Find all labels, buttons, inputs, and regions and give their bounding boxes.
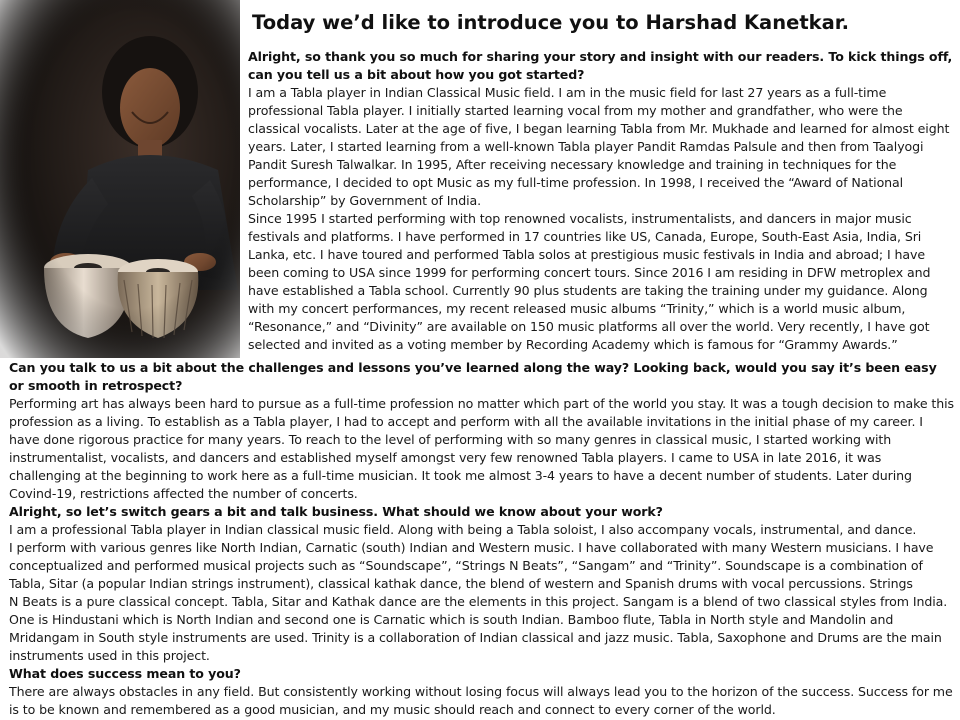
answer-business-para-1: I am a professional Tabla player in Indian classical music field. Along with being a Tabla soloist, I also accompany vocals, instrumental, and dance. [9, 522, 917, 537]
question-getting-started: Alright, so thank you so much for sharing your story and insight with our readers. To kick things off, can you tell us a bit about how you got started? [248, 49, 953, 82]
answer-business-para-2 [9, 539, 955, 665]
answer-getting-started-para-2: Since 1995 I started performing with top renowned vocalists, instrumentalists, and dancers in major music festivals and platforms. I have performed in 17 countries like US, Canada, Europe, South-East Asia, India, Sri Lanka, etc. I have toured and performed Tabla solos at prestigious music festivals in India and abroad; I have been coming to USA since 1999 for performing concert tours. Since 2016 I am residing in DFW metroplex and have established a Tabla school. Currently 90 plus students are taking the training under my guidance. Along with my concert performances, my recent released music albums “Trinity,” which is a world music album, “Resonance,” and “Divinity” are available on 150 music platforms all over the world. Very recently, I have got selected and invited as a voting member by Recording Academy which is famous for “Grammy Awards.” [248, 211, 931, 352]
intro-column [248, 48, 956, 354]
photo-vignette [0, 0, 240, 358]
question-success: What does success mean to you? [9, 666, 241, 681]
answer-business-para-3-text: N Beats is a pure classical concept. Tabla, Sitar and Kathak dance are the elements in this project. Sangam is a blend of two classical styles from India. One is Hindustani which is North Indian and second one is Carnatic which is south Indian. Bamboo flute, Tabla in North style and Mandolin and Mridangam in South style instruments are used. Trinity is a collaboration of Indian classical and jazz music. Tabla, Saxophone and Drums are the main instruments used in this project. [9, 594, 948, 663]
interview-body [9, 359, 955, 719]
answer-business-para-2-text: I perform with various genres like North Indian, Carnatic (south) Indian and Western music. I have collaborated with many Western musicians. I have conceptualized and performed musical projects such as “Soundscape”, “Strings N Beats”, “Sangam” and “Trinity”. Soundscape is a combination of Tabla, Sitar (a popular Indian strings instrument), classical kathak dance, the blend of western and Spanish drums with vocal percussions. Strings [9, 540, 934, 591]
answer-getting-started-para-1: I am a Tabla player in Indian Classical Music field. I am in the music field for last 27 years as a full-time professional Tabla player. I initially started learning vocal from my mother and grandfather, who were the classical vocalists. Later at the age of five, I began learning Tabla from Mr. Mukhade and learned for almost eight years. Later, I started learning from a well-known Tabla player Pandit Ramdas Palsule and then from Taalyogi Pandit Suresh Talwalkar. In 1995, After receiving necessary knowledge and training in techniques for the performance, I decided to opt Music as my full-time profession. In 1998, I received the “Award of National Scholarship” by Government of India. [248, 85, 950, 208]
question-challenges: Can you talk to us a bit about the challenges and lessons you’ve learned along the way? Looking back, would you say it’s been easy or smooth in retrospect? [9, 360, 937, 393]
page-title: Today we’d like to introduce you to Harshad Kanetkar. [252, 11, 850, 34]
tabla-player-illustration [0, 0, 240, 358]
answer-success: There are always obstacles in any field. But consistently working without losing focus will always lead you to the horizon of the success. Success for me is to be known and remembered as a good musician, and my music should reach and connect to every corner of the world. [9, 684, 953, 717]
portrait-photo [0, 0, 240, 358]
question-business: Alright, so let’s switch gears a bit and talk business. What should we know about your work? [9, 504, 663, 519]
answer-challenges: Performing art has always been hard to pursue as a full-time profession no matter which part of the world you stay. It was a tough decision to make this profession as a living. To establish as a Tabla player, I had to accept and perform with all the available invitations in the initial phase of my career. I have done rigorous practice for many years. To reach to the level of performing with so many genres in classical music, I started working with instrumentalist, vocalists, and dancers and established myself amongst very few renowned Tabla players. I came to USA in late 2016, it was challenging at the beginning to work here as a full-time musician. It took me almost 3-4 years to have a decent number of students. Later during Covind-19, restrictions affected the number of concerts. [9, 396, 954, 501]
